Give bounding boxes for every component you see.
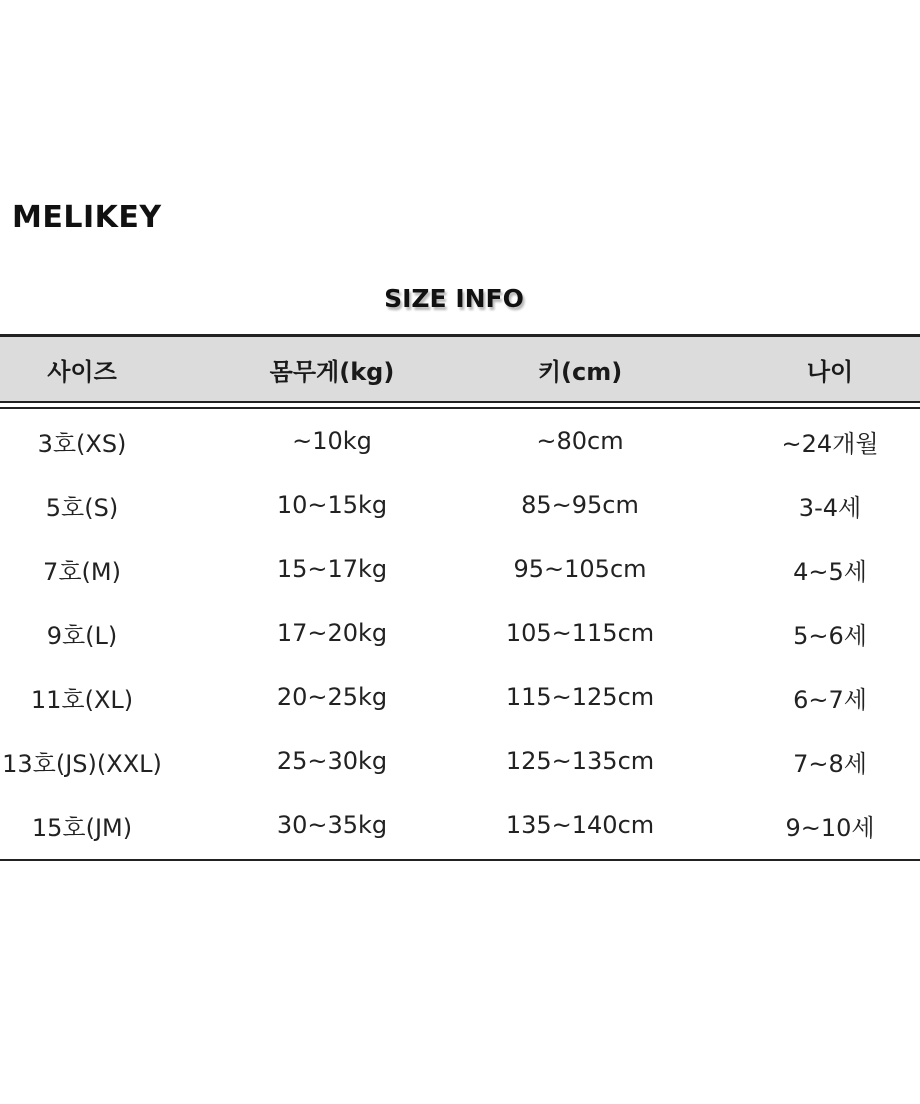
cell-size: 9호(L) — [46, 621, 118, 650]
cell-height: 105~115cm — [505, 619, 655, 647]
table-row — [0, 665, 920, 729]
table-row — [0, 473, 920, 537]
table-row — [0, 537, 920, 601]
cell-size: 11호(XL) — [30, 685, 134, 714]
cell-age: ~24개월 — [781, 429, 879, 458]
cell-size: 3호(XS) — [37, 429, 127, 458]
cell-weight: 25~30kg — [276, 747, 388, 775]
cell-weight: 15~17kg — [276, 555, 388, 583]
cell-height: 135~140cm — [505, 811, 655, 839]
cell-height: ~80cm — [536, 427, 624, 455]
header-size: 사이즈 — [47, 357, 117, 386]
cell-size: 15호(JM) — [31, 813, 133, 842]
cell-height: 95~105cm — [513, 555, 647, 583]
cell-weight: 10~15kg — [276, 491, 388, 519]
size-info-title: SIZE INFO — [384, 284, 524, 313]
table-row — [0, 409, 920, 473]
table-header-row — [0, 334, 920, 403]
header-weight: 몸무게(kg) — [269, 357, 395, 386]
cell-age: 4~5세 — [793, 557, 867, 586]
table-row — [0, 729, 920, 793]
header-age: 나이 — [806, 357, 854, 386]
cell-size: 5호(S) — [45, 493, 119, 522]
cell-age: 3-4세 — [798, 493, 862, 522]
size-table — [0, 334, 920, 861]
cell-height: 125~135cm — [505, 747, 655, 775]
cell-age: 5~6세 — [793, 621, 867, 650]
cell-height: 115~125cm — [505, 683, 655, 711]
cell-age: 6~7세 — [793, 685, 867, 714]
cell-weight: 20~25kg — [276, 683, 388, 711]
cell-weight: 30~35kg — [276, 811, 388, 839]
table-body — [0, 409, 920, 861]
brand-name: MELIKEY — [12, 200, 162, 235]
cell-weight: 17~20kg — [276, 619, 388, 647]
table-row — [0, 793, 920, 857]
cell-size: 7호(M) — [43, 557, 121, 586]
table-row — [0, 601, 920, 665]
cell-size: 13호(JS)(XXL) — [2, 749, 162, 778]
cell-age: 9~10세 — [785, 813, 875, 842]
header-height: 키(cm) — [537, 357, 623, 386]
cell-age: 7~8세 — [793, 749, 867, 778]
cell-weight: ~10kg — [292, 427, 372, 455]
cell-height: 85~95cm — [521, 491, 639, 519]
